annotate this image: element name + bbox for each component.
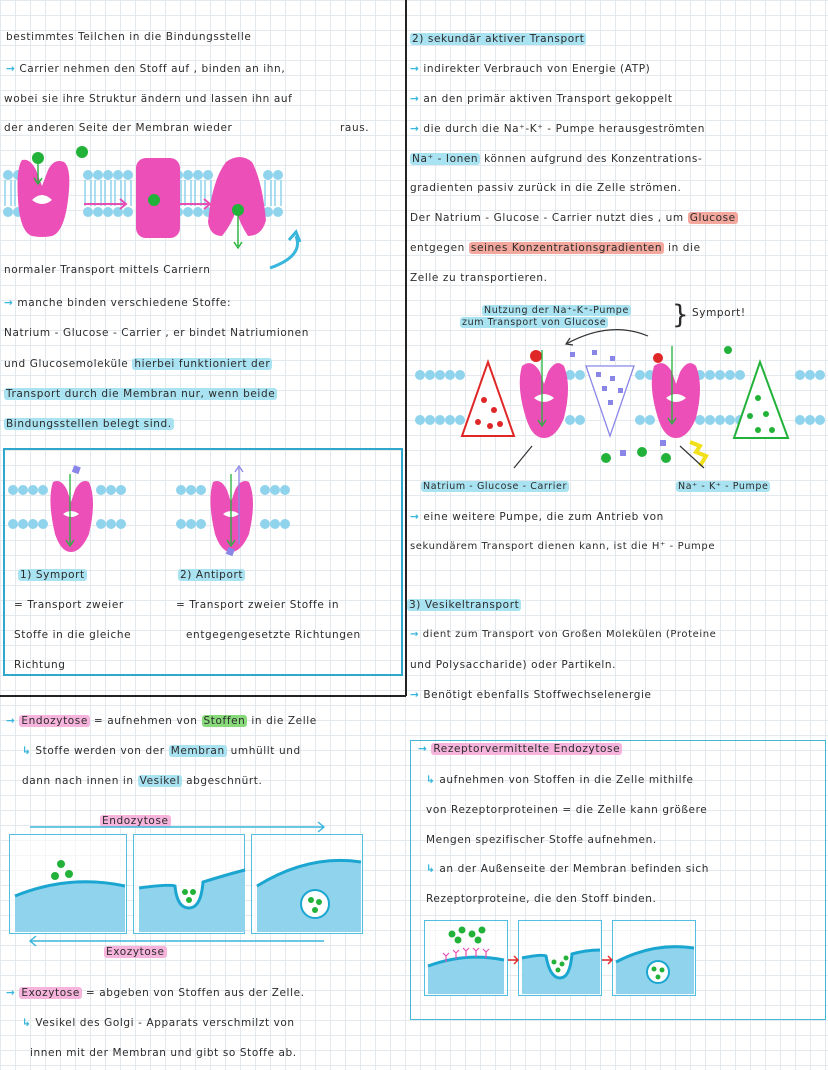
receptor-endocytosis-diagram [424, 920, 696, 996]
carrier-transport-diagram [0, 140, 330, 275]
curved-arrow-icon [270, 236, 298, 268]
text-line: Na⁺ - Ionen können aufgrund des Konzentrations- [412, 153, 703, 165]
text-line: Rezeptorproteine, die den Stoff binden. [426, 893, 657, 905]
brace-text: Nutzung der Na⁺-K⁺-Pumpe [484, 305, 629, 316]
text-line: ↳ an der Außenseite der Membran befinden sich [426, 863, 709, 875]
antiport-diagram [173, 460, 303, 560]
text-line: Natrium - Glucose - Carrier , er bindet Natriumionen [4, 327, 309, 339]
text-line: gradienten passiv zurück in die Zelle strömen. [410, 182, 682, 194]
arrow-icon: → [410, 63, 420, 75]
text-line: Zelle zu transportieren. [410, 272, 548, 284]
text-line: ↳ Stoffe werden von der Membran umhüllt und [22, 745, 301, 757]
text-line: → Benötigt ebenfalls Stoffwechselenergie [410, 689, 652, 701]
symport-label: 1) Symport [20, 569, 85, 581]
receptor-title: → Rezeptorvermittelte Endozytose [418, 743, 621, 755]
text-line: entgegengesetzte Richtungen [186, 629, 361, 641]
text-line: = Transport zweier [14, 599, 124, 611]
brace-text: zum Transport von Glucose [462, 317, 607, 328]
text-line [4, 387, 277, 401]
text-line: bestimmtes Teilchen in die Bindungsstelle [6, 31, 252, 43]
endo-arrow [30, 822, 330, 832]
text-line: → dient zum Transport von Großen Molekülen (Proteine [410, 629, 717, 640]
text-line: ↳ aufnehmen von Stoffen in die Zelle mithilfe [426, 774, 694, 786]
text-line: und Glucosemoleküle hierbei funktioniert der [4, 358, 271, 370]
text-line: = Transport zweier Stoffe in [176, 599, 340, 611]
text-line: → die durch die Na⁺-K⁺ - Pumpe herausgeströmten [410, 123, 705, 135]
text-line: und Polysaccharide) oder Partikeln. [410, 659, 617, 671]
sodium-glucose-pump-diagram [410, 330, 828, 475]
endocytosis-label: Endozytose [102, 815, 169, 827]
text-line: Mengen spezifischer Stoffe aufnehmen. [426, 834, 657, 846]
text-line: innen mit der Membran und gibt so Stoffe ab. [30, 1047, 297, 1059]
horizontal-divider [0, 695, 406, 697]
text-line: dann nach innen in Vesikel abgeschnürt. [22, 775, 263, 787]
carrier-label: Natrium - Glucose - Carrier [423, 481, 567, 492]
symport-diagram [5, 460, 135, 560]
text-line: → indirekter Verbrauch von Energie (ATP) [410, 63, 651, 75]
arrow-icon: → [4, 297, 14, 309]
arrow-icon: → [6, 63, 16, 75]
text-line: der anderen Seite der Membran wieder [4, 122, 233, 134]
text-line: → an den primär aktiven Transport gekoppelt [410, 93, 673, 105]
text-line: → Carrier nehmen den Stoff auf , binden an ihn, [6, 63, 286, 75]
text-line: Der Natrium - Glucose - Carrier nutzt dies , um Glucose [410, 212, 736, 224]
endocytosis-diagram [9, 834, 363, 934]
text-line: wobei sie ihre Struktur ändern und lassen ihn auf [4, 93, 293, 105]
text-line: ↳ Vesikel des Golgi - Apparats verschmilzt von [22, 1017, 295, 1029]
text-line: Stoffe in die gleiche [14, 629, 132, 641]
text-line: → Endozytose = aufnehmen von Stoffen in die Zelle [6, 715, 317, 727]
arrow-icon: → [410, 93, 420, 105]
text-line: von Rezeptorproteinen = die Zelle kann größere [426, 804, 708, 816]
text-line: → Exozytose = abgeben von Stoffen aus der Zelle. [6, 987, 305, 999]
text-line [4, 417, 174, 431]
vertical-divider [405, 0, 407, 696]
arrow-icon: → [410, 511, 420, 523]
antiport-label: 2) Antiport [180, 569, 244, 581]
exocytosis-label: Exozytose [106, 946, 165, 958]
highlight: Bindungsstellen belegt sind. [6, 418, 172, 430]
text-line: raus. [340, 122, 370, 134]
arrow-icon: → [410, 123, 420, 135]
arrow-icon: → [410, 689, 420, 701]
section-heading: 2) sekundär aktiver Transport [412, 33, 585, 45]
pump-label: Na⁺ - K⁺ - Pumpe [678, 481, 769, 492]
text-line: sekundärem Transport dienen kann, ist die H⁺ - Pumpe [410, 541, 716, 552]
highlight: hierbei funktioniert der [134, 358, 271, 370]
caption-normal-transport: normaler Transport mittels Carriern [4, 264, 211, 276]
brace-icon: } [672, 300, 690, 330]
text-line: → eine weitere Pumpe, die zum Antrieb von [410, 511, 664, 523]
text-line: Richtung [14, 659, 66, 671]
text-line: entgegen seines Konzentrationsgradienten in die [410, 242, 701, 254]
section-heading: 3) Vesikeltransport [409, 599, 520, 611]
text-line: → manche binden verschiedene Stoffe: [4, 297, 232, 309]
highlight: Transport durch die Membran nur, wenn beide [6, 388, 276, 400]
symport-note: Symport! [692, 307, 746, 319]
exo-arrow [30, 936, 330, 946]
arrow-icon: → [410, 629, 419, 640]
